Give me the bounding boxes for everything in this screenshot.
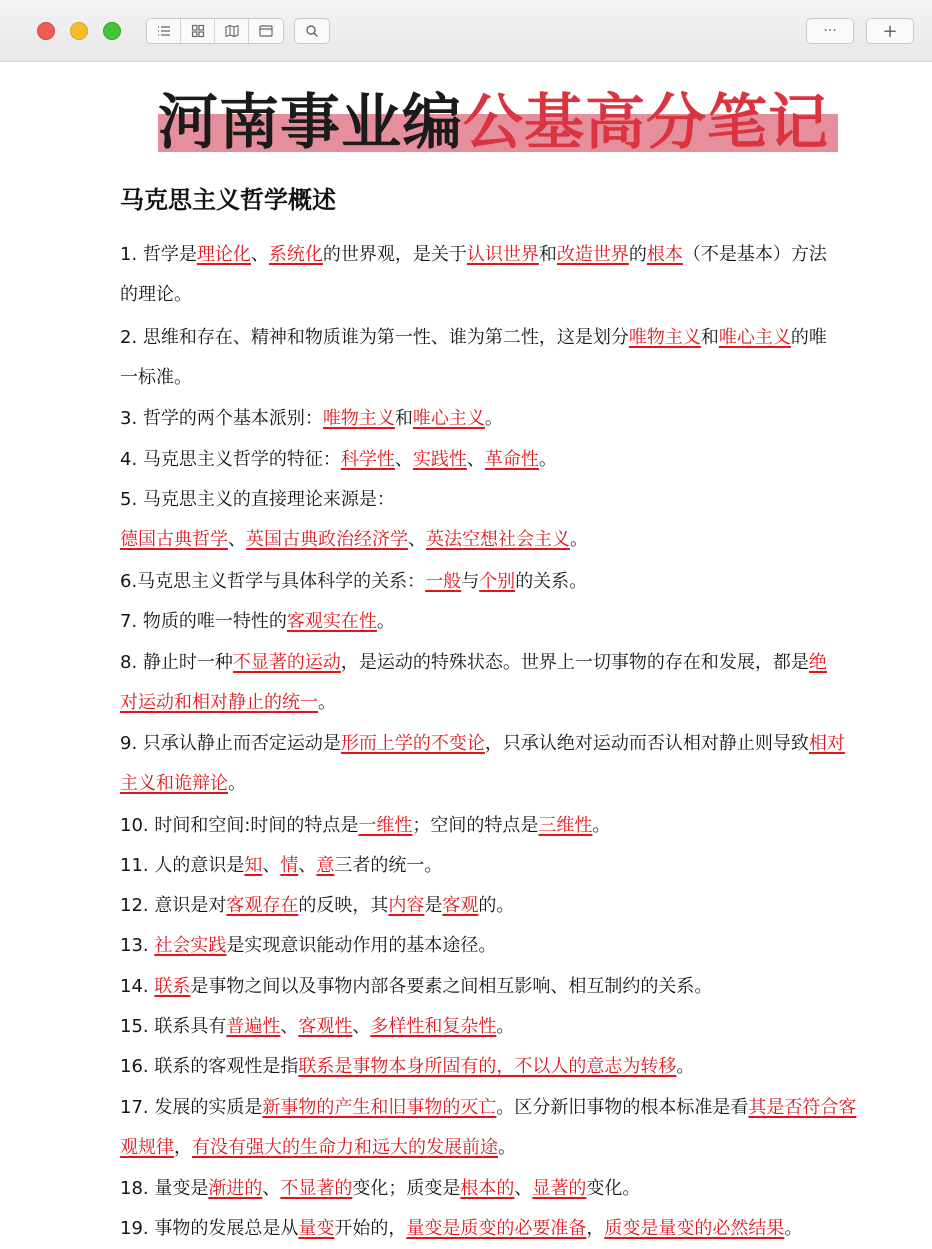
keyword: 主义和诡辩论 [120, 773, 228, 794]
keyword: 知 [244, 855, 263, 876]
keyword: 新事物的产生和旧事物的灭亡 [262, 1097, 497, 1118]
note-item-7 [120, 602, 860, 642]
text: 2. 思维和存在、精神和物质谁为第一性、谁为第二性，这是划分 [120, 327, 629, 348]
banner-title-part1: 河南事业编 [158, 88, 463, 158]
note-item-19 [120, 1209, 860, 1249]
keyword: 渐进的 [208, 1178, 263, 1199]
search-group [294, 18, 330, 44]
more-button[interactable]: ··· [823, 23, 837, 39]
text: 的世界观，是关于 [322, 244, 467, 265]
text: 、 [262, 855, 281, 876]
keyword: 唯心主义 [412, 408, 485, 429]
text: 是实现意识能动作用的基本途径。 [226, 935, 497, 956]
text: 。 [570, 529, 588, 550]
keyword: 情 [280, 855, 299, 876]
keyword: 相对 [808, 733, 845, 754]
text: 19. 事物的发展总是从 [120, 1218, 299, 1239]
text: 的理论。 [120, 284, 192, 305]
text: 、 [352, 1016, 371, 1037]
text: 是事物之间以及事物内部各要素之间相互影响、相互制约的关系。 [190, 976, 713, 997]
text: 。 [496, 1016, 515, 1037]
note-item-16 [120, 1047, 860, 1087]
text: 、 [394, 449, 413, 470]
keyword: 其是否符合客 [748, 1097, 857, 1118]
text: 15. 联系具有 [120, 1016, 227, 1037]
keyword: 联系 [154, 976, 191, 997]
note-item-6 [120, 562, 860, 602]
text: 的关系。 [515, 571, 588, 592]
keyword: 客观性 [298, 1016, 353, 1037]
keyword: 不显著的运动 [232, 652, 341, 673]
note-item-11 [120, 846, 860, 886]
note-item-8 [120, 643, 860, 723]
keyword: 一维性 [358, 815, 413, 836]
banner-title [158, 88, 838, 158]
grid-view-button[interactable] [181, 19, 215, 43]
text: 、 [514, 1178, 533, 1199]
search-button[interactable] [295, 19, 329, 43]
text: ，只承认绝对运动而否认相对静止则导致 [484, 733, 809, 754]
keyword: 社会实践 [154, 935, 227, 956]
keyword: 多样性和复杂性 [370, 1016, 497, 1037]
note-item-9 [120, 724, 860, 804]
text: 、 [280, 1016, 299, 1037]
text: 7. 物质的唯一特性的 [120, 611, 287, 632]
grid-icon [191, 24, 205, 38]
text: 1. 哲学是 [120, 244, 197, 265]
text: 、 [250, 244, 269, 265]
sidebar-toggle-button[interactable] [249, 19, 283, 43]
keyword: 革命性 [484, 449, 539, 470]
document-banner [158, 88, 838, 158]
text: （不是基本）方法 [682, 244, 827, 265]
text: 。 [228, 773, 246, 794]
view-mode-group [146, 18, 284, 44]
text: 11. 人的意识是 [120, 855, 245, 876]
keyword: 根本 [646, 244, 683, 265]
note-item-2 [120, 318, 860, 398]
text: 14. [120, 976, 155, 997]
note-item-4 [120, 440, 860, 480]
section-title: 马克思主义哲学概述 [120, 186, 336, 214]
keyword: 意 [316, 855, 335, 876]
list-view-button[interactable] [147, 19, 181, 43]
keyword: 客观 [442, 895, 479, 916]
keyword: 客观存在 [226, 895, 299, 916]
map-icon [225, 24, 239, 38]
keyword: 普遍性 [226, 1016, 281, 1037]
keyword: 个别 [479, 571, 516, 592]
note-item-18 [120, 1169, 860, 1209]
text: ，是运动的特殊状态。世界上一切事物的存在和发展，都是 [340, 652, 809, 673]
keyword: 实践性 [412, 449, 467, 470]
keyword: 不显著的 [280, 1178, 353, 1199]
text: 一标准。 [120, 367, 192, 388]
text: 的。 [478, 895, 515, 916]
keyword: 认识世界 [466, 244, 539, 265]
text: 。 [538, 449, 557, 470]
keyword: 对运动和相对静止的统一 [120, 692, 318, 713]
text: 、 [262, 1178, 281, 1199]
text: 5. 马克思主义的直接理论来源是： [120, 489, 395, 510]
text: 。 [376, 611, 395, 632]
keyword: 显著的 [532, 1178, 587, 1199]
note-item-13 [120, 926, 860, 966]
keyword: 根本的 [460, 1178, 515, 1199]
text: 8. 静止时一种 [120, 652, 233, 673]
text: 。 [498, 1137, 516, 1158]
text: 。 [484, 408, 503, 429]
keyword: 内容 [388, 895, 425, 916]
text: 的反映，其 [298, 895, 389, 916]
text: 。 [592, 815, 611, 836]
text: 9. 只承认静止而否定运动是 [120, 733, 341, 754]
text: 变化。 [586, 1178, 641, 1199]
text: 17. 发展的实质是 [120, 1097, 263, 1118]
note-item-17 [120, 1088, 860, 1168]
banner-title-part2: 公基高分笔记 [463, 88, 829, 158]
text: 是 [424, 895, 443, 916]
note-item-1 [120, 235, 860, 315]
text: 三者的统一。 [334, 855, 443, 876]
map-view-button[interactable] [215, 19, 249, 43]
text: 、 [408, 529, 426, 550]
add-button[interactable]: + [882, 20, 898, 42]
text: 3. 哲学的两个基本派别： [120, 408, 323, 429]
note-item-14 [120, 967, 860, 1007]
text: 12. 意识是对 [120, 895, 227, 916]
text: 的唯 [790, 327, 827, 348]
text: 和 [538, 244, 557, 265]
keyword: 唯物主义 [322, 408, 395, 429]
text: 。 [318, 692, 336, 713]
zoom-window-button[interactable] [103, 22, 121, 40]
text: 13. [120, 935, 155, 956]
text: 开始的， [334, 1218, 407, 1239]
text: 。 [784, 1218, 803, 1239]
text: 16. 联系的客观性是指 [120, 1056, 299, 1077]
keyword: 德国古典哲学 [120, 529, 228, 550]
text: 。区分新旧事物的根本标准是看 [496, 1097, 749, 1118]
text: 18. 量变是 [120, 1178, 209, 1199]
note-item-3 [120, 399, 860, 439]
window-titlebar [0, 0, 932, 62]
text: 、 [298, 855, 317, 876]
text: 变化；质变是 [352, 1178, 461, 1199]
keyword: 英国古典政治经济学 [246, 529, 408, 550]
note-item-10 [120, 806, 860, 846]
text: 6.马克思主义哲学与具体科学的关系： [120, 571, 426, 592]
keyword: 改造世界 [556, 244, 629, 265]
text: ；空间的特点是 [412, 815, 539, 836]
note-item-5 [120, 480, 860, 560]
keyword: 形而上学的不变论 [340, 733, 485, 754]
minimize-window-button[interactable] [70, 22, 88, 40]
more-group [806, 18, 854, 44]
text: ， [174, 1137, 192, 1158]
text: 4. 马克思主义哲学的特征： [120, 449, 341, 470]
text: 、 [466, 449, 485, 470]
text: ， [586, 1218, 605, 1239]
keyword: 英法空想社会主义 [426, 529, 570, 550]
note-item-15 [120, 1007, 860, 1047]
note-item-12 [120, 886, 860, 926]
text: 10. 时间和空间:时间的特点是 [120, 815, 359, 836]
keyword: 唯物主义 [628, 327, 701, 348]
keyword: 联系是事物本身所固有的，不以人的意志为转移 [298, 1056, 677, 1077]
keyword: 三维性 [538, 815, 593, 836]
text: 。 [676, 1056, 695, 1077]
close-window-button[interactable] [37, 22, 55, 40]
keyword: 绝 [808, 652, 827, 673]
keyword: 量变 [298, 1218, 335, 1239]
text: 与 [461, 571, 480, 592]
keyword: 科学性 [340, 449, 395, 470]
text: 和 [700, 327, 719, 348]
keyword: 系统化 [268, 244, 323, 265]
list-icon [157, 24, 171, 38]
keyword: 有没有强大的生命力和远大的发展前途 [192, 1137, 498, 1158]
text: 、 [228, 529, 246, 550]
search-icon [305, 24, 319, 38]
text: 和 [394, 408, 413, 429]
keyword: 质变是量变的必然结果 [604, 1218, 785, 1239]
add-group [866, 18, 914, 44]
keyword: 一般 [425, 571, 462, 592]
keyword: 观规律 [120, 1137, 174, 1158]
keyword: 量变是质变的必要准备 [406, 1218, 587, 1239]
text: 的 [628, 244, 647, 265]
keyword: 唯心主义 [718, 327, 791, 348]
sidebar-icon [259, 24, 273, 38]
keyword: 理论化 [196, 244, 251, 265]
keyword: 客观实在性 [286, 611, 377, 632]
